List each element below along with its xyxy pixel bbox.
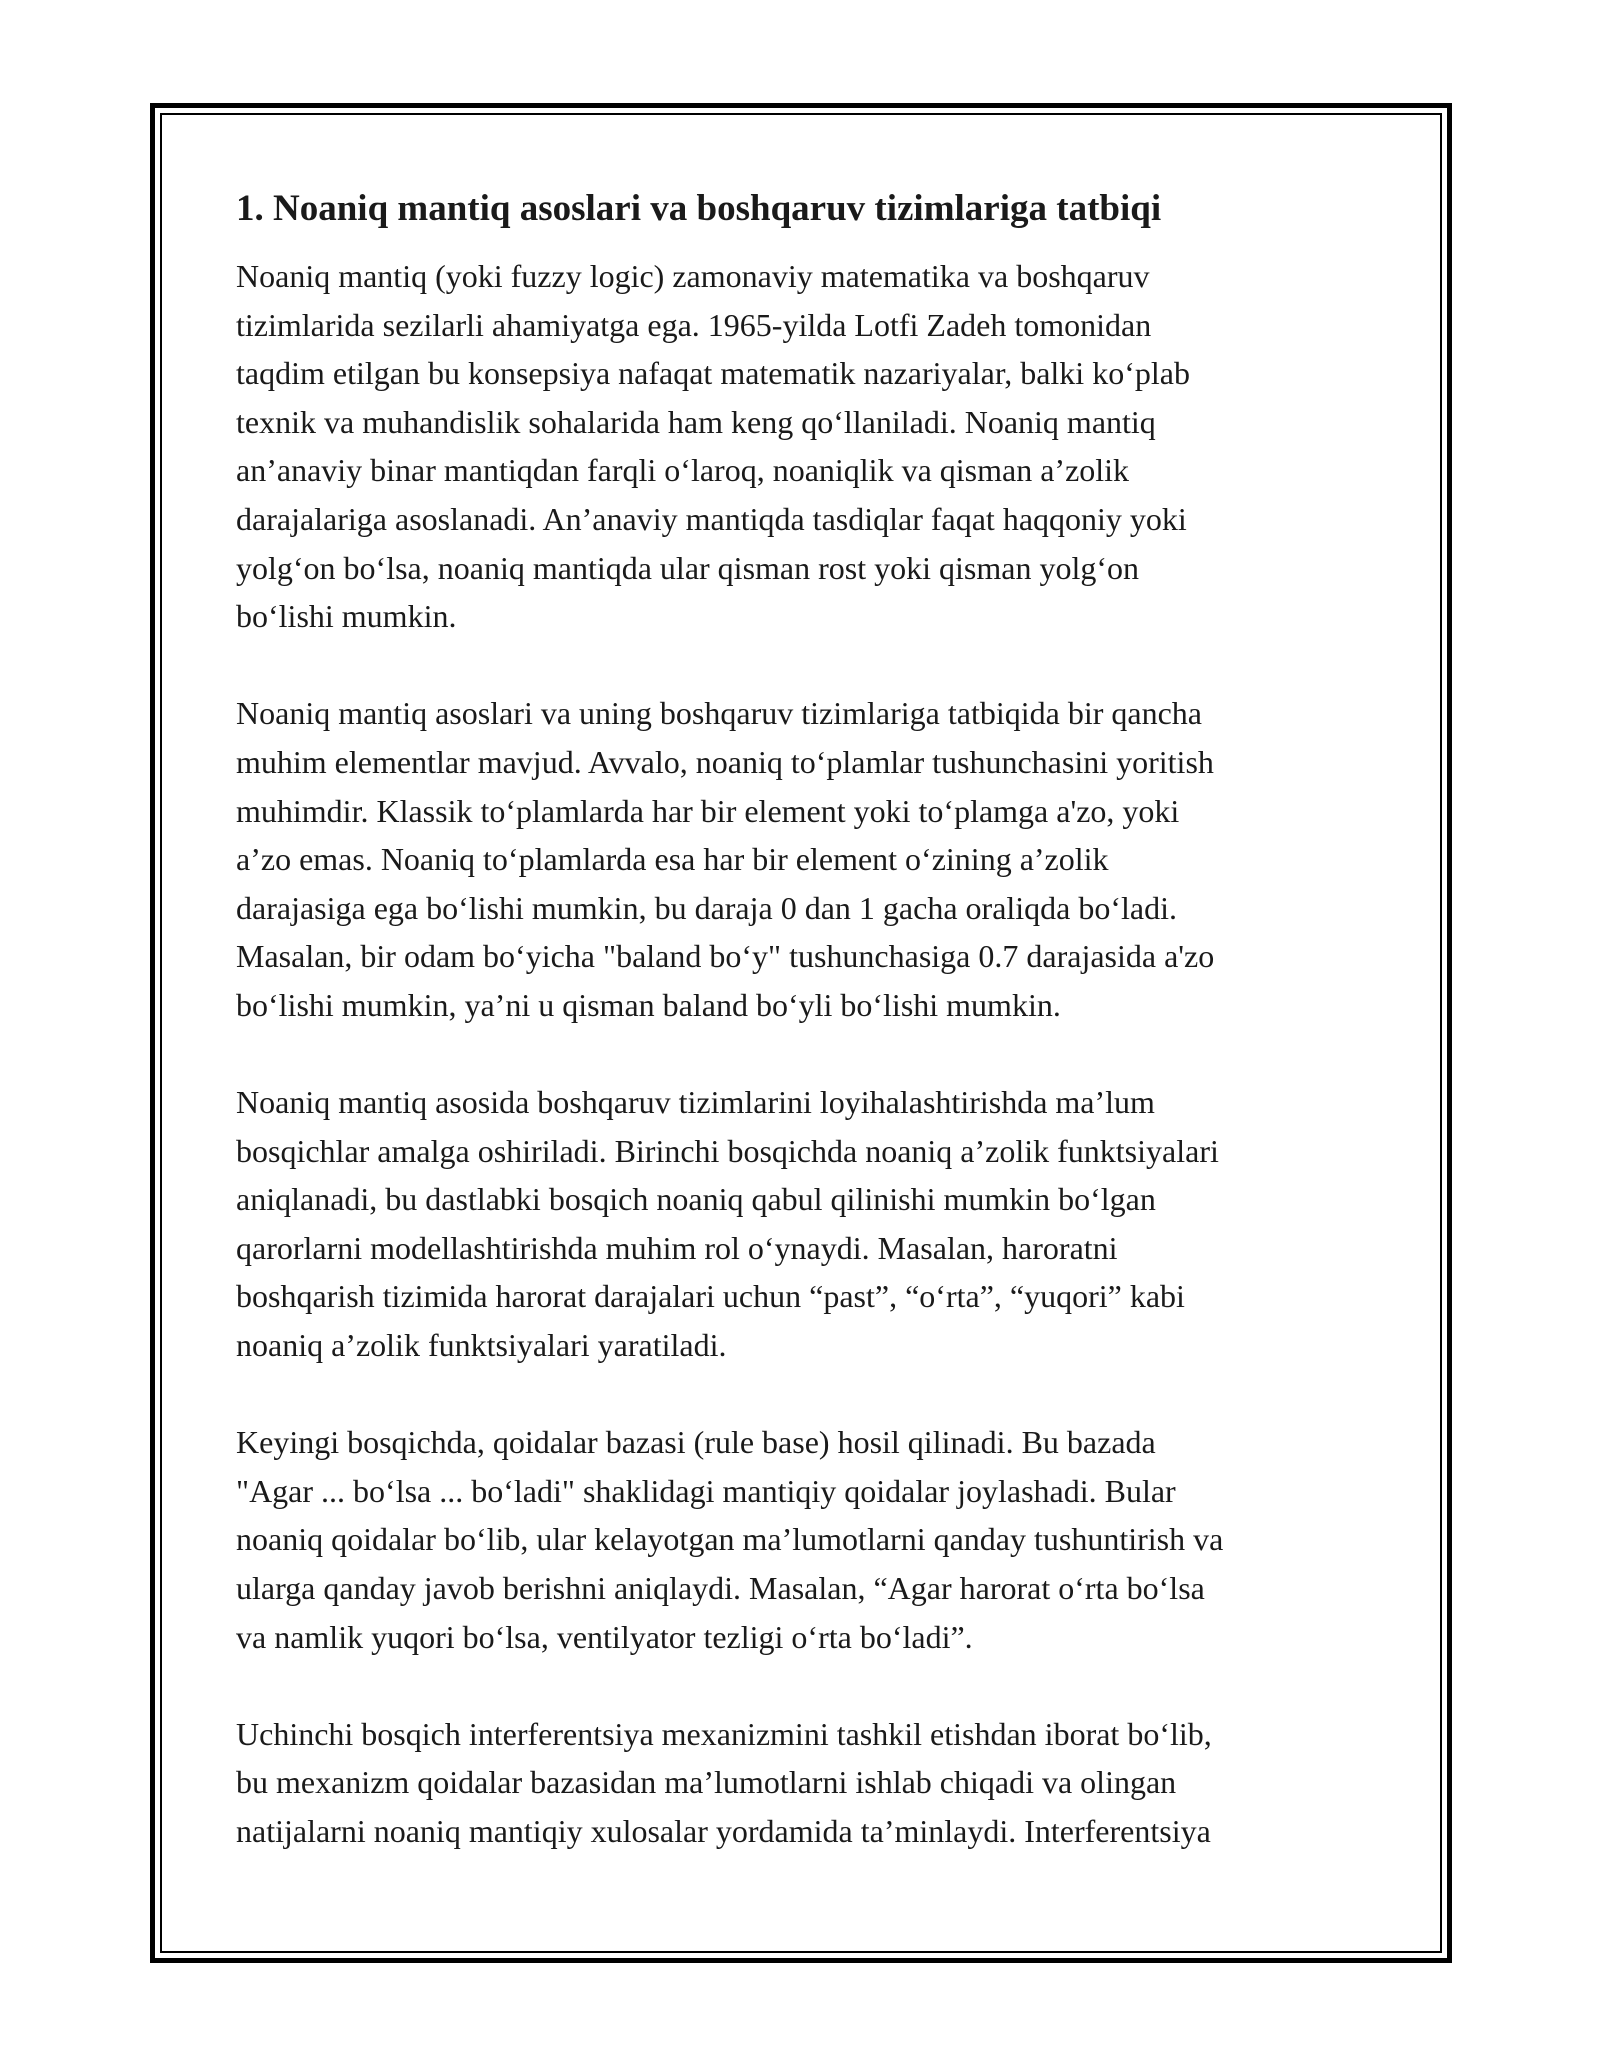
text-line: bosqichlar amalga oshiriladi. Birinchi bosqichda noaniq a’zolik funktsiyalari	[236, 1132, 1219, 1169]
paragraph-4	[236, 1418, 1386, 1661]
paragraph-2	[236, 689, 1386, 1029]
text-line: bu mexanizm qoidalar bazasidan ma’lumotlarni ishlab chiqadi va olingan	[236, 1764, 1177, 1801]
text-line: noaniq a’zolik funktsiyalari yaratiladi.	[236, 1327, 727, 1364]
section-heading: 1. Noaniq mantiq asoslari va boshqaruv tizimlariga tatbiqi	[236, 188, 1162, 229]
text-line: "Agar ... bo‘lsa ... bo‘ladi" shaklidagi mantiqiy qoidalar joylashadi. Bular	[236, 1472, 1176, 1509]
text-line: darajasiga ega bo‘lishi mumkin, bu daraja 0 dan 1 gacha oraliqda bo‘ladi.	[236, 889, 1178, 926]
text-line: Noaniq mantiq asosida boshqaruv tizimlarini loyihalashtirishda ma’lum	[236, 1084, 1155, 1121]
text-line: Noaniq mantiq asoslari va uning boshqaruv tizimlariga tatbiqida bir qancha	[236, 695, 1202, 732]
text-line: bo‘lishi mumkin, ya’ni u qisman baland bo‘yli bo‘lishi mumkin.	[236, 986, 1061, 1023]
text-line: tizimlarida sezilarli ahamiyatga ega. 1965-yilda Lotfi Zadeh tomonidan	[236, 306, 1152, 343]
text-line: muhimdir. Klassik to‘plamlarda har bir element yoki to‘plamga a'zo, yoki	[236, 792, 1180, 829]
text-line: texnik va muhandislik sohalarida ham keng qo‘llaniladi. Noaniq mantiq	[236, 403, 1156, 440]
text-line: natijalarni noaniq mantiqiy xulosalar yordamida ta’minlaydi. Interferentsiya	[236, 1813, 1211, 1849]
text-line: yolg‘on bo‘lsa, noaniq mantiqda ular qisman rost yoki qisman yolg‘on	[236, 549, 1139, 586]
paragraph-1	[236, 252, 1386, 641]
text-line: muhim elementlar mavjud. Avvalo, noaniq to‘plamlar tushunchasini yoritish	[236, 743, 1214, 780]
paragraph-5	[236, 1710, 1386, 1856]
text-line: darajalariga asoslanadi. An’anaviy mantiqda tasdiqlar faqat haqqoniy yoki	[236, 500, 1187, 537]
text-line: boshqarish tizimida harorat darajalari uchun “past”, “o‘rta”, “yuqori” kabi	[236, 1278, 1185, 1315]
text-line: bo‘lishi mumkin.	[236, 598, 457, 635]
text-line: Masalan, bir odam bo‘yicha "baland bo‘y" tushunchasiga 0.7 darajasida a'zo	[236, 938, 1215, 975]
text-line: Uchinchi bosqich interferentsiya mexanizmini tashkil etishdan iborat bo‘lib,	[236, 1715, 1212, 1752]
text-line: ularga qanday javob berishni aniqlaydi. Masalan, “Agar harorat o‘rta bo‘lsa	[236, 1570, 1205, 1607]
text-line: aniqlanadi, bu dastlabki bosqich noaniq qabul qilinishi mumkin bo‘lgan	[236, 1181, 1156, 1218]
text-line: Noaniq mantiq (yoki fuzzy logic) zamonaviy matematika va boshqaruv	[236, 258, 1150, 294]
paragraphs-container	[236, 252, 1386, 1856]
paragraph-3	[236, 1078, 1386, 1370]
text-line: va namlik yuqori bo‘lsa, ventilyator tezligi o‘rta bo‘ladi”.	[236, 1618, 973, 1655]
text-line: noaniq qoidalar bo‘lib, ular kelayotgan ma’lumotlarni qanday tushuntirish va	[236, 1521, 1224, 1558]
text-line: an’anaviy binar mantiqdan farqli o‘laroq, noaniqlik va qisman a’zolik	[236, 452, 1130, 489]
text-line: a’zo emas. Noaniq to‘plamlarda esa har bir element o‘zining a’zolik	[236, 841, 1109, 878]
document-content	[236, 186, 1386, 1904]
text-line: qarorlarni modellashtirishda muhim rol o‘ynaydi. Masalan, haroratni	[236, 1229, 1118, 1266]
text-line: Keyingi bosqichda, qoidalar bazasi (rule base) hosil qilinadi. Bu bazada	[236, 1424, 1156, 1461]
text-line: taqdim etilgan bu konsepsiya nafaqat matematik nazariyalar, balki ko‘plab	[236, 355, 1190, 392]
